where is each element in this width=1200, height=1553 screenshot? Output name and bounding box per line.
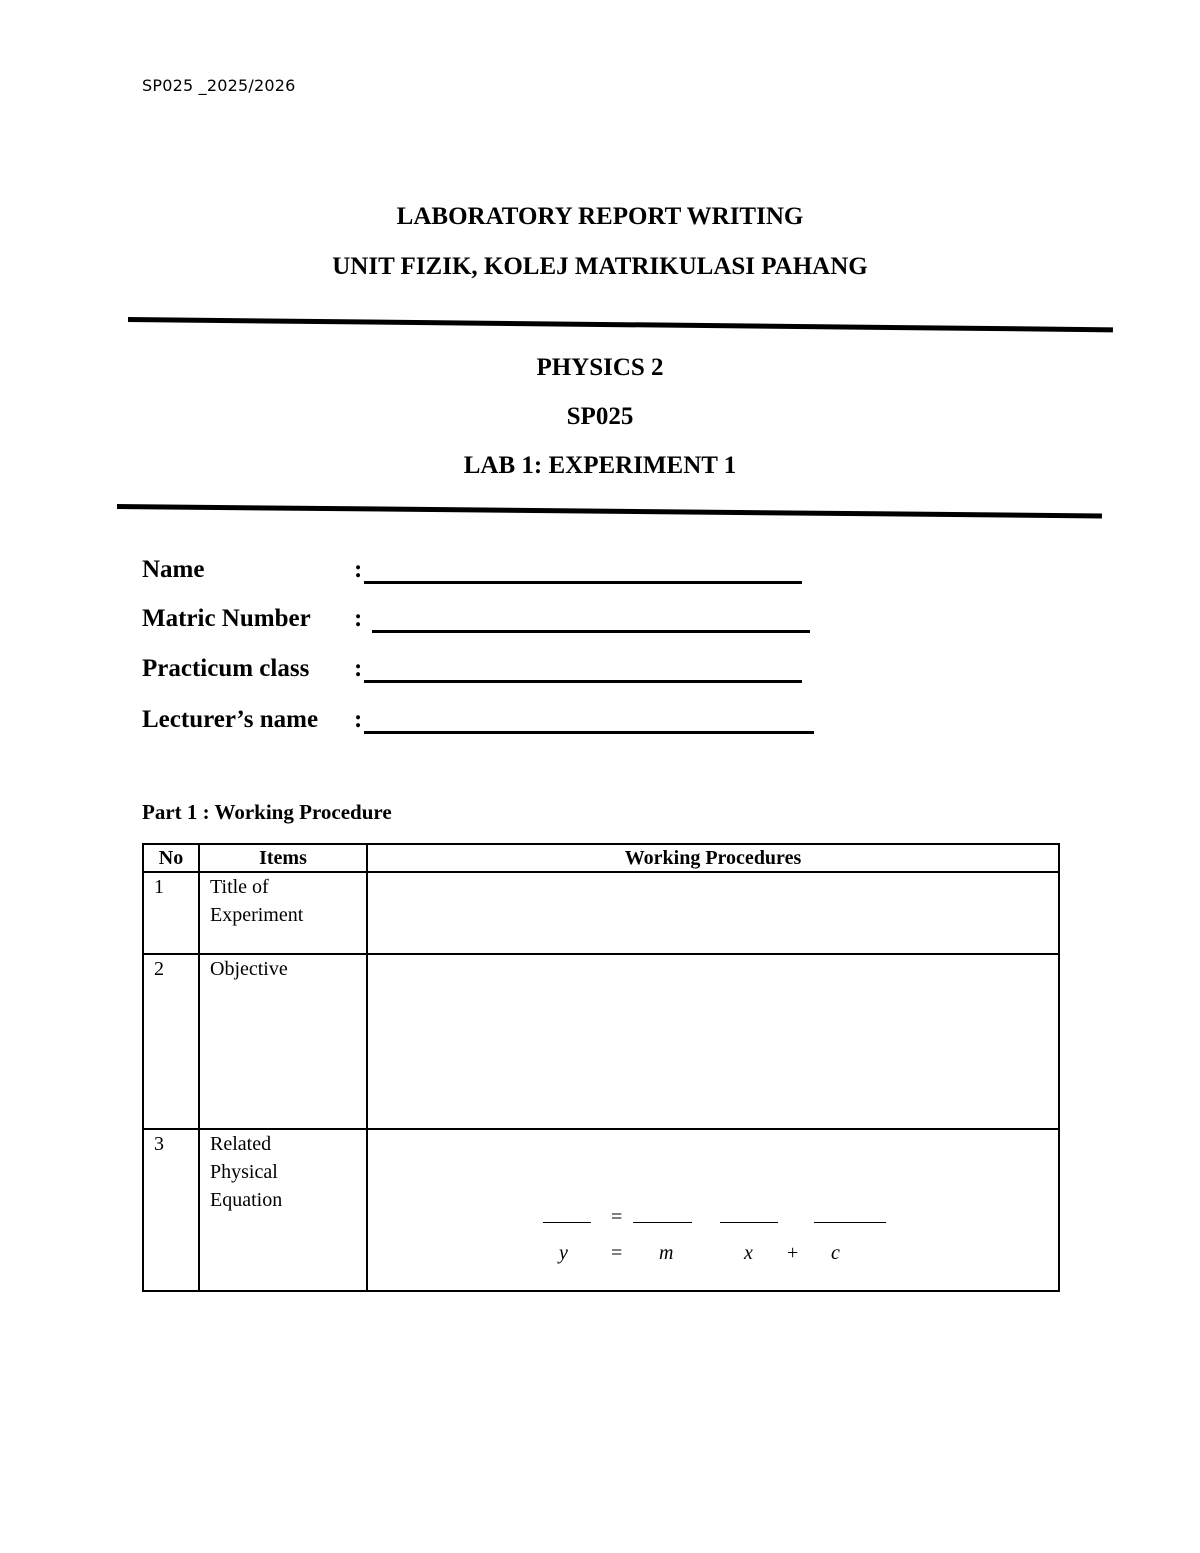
name-field [142,550,802,584]
lecturer-name-colon: : [354,706,363,733]
row-item [199,872,367,954]
equals-sign-upper: = [611,1206,623,1228]
table-header-row [143,844,1059,872]
subject-title: PHYSICS 2 [536,354,664,381]
row-item [199,1129,367,1291]
table-row [143,872,1059,954]
row-number: 2 [143,954,199,1129]
course-code: SP025 [566,403,634,430]
row-item-label: Objective [210,958,288,980]
part1-title: Part 1 : Working Procedure [142,800,392,824]
unit-title: UNIT FIZIK, KOLEJ MATRIKULASI PAHANG [332,253,868,280]
practicum-class-label: Practicum class [142,655,310,682]
report-title: LABORATORY REPORT WRITING [396,203,804,230]
working-procedure-table [142,843,1060,1292]
name-line[interactable] [364,561,802,584]
objective-cell[interactable] [367,954,1059,1129]
equation-plus: + [787,1242,799,1264]
matric-number-line[interactable] [372,610,810,633]
y-blank[interactable] [543,1222,591,1223]
lab-title: LAB 1: EXPERIMENT 1 [463,452,737,479]
row-number: 3 [143,1129,199,1291]
header-items: Items [199,844,367,872]
lecturer-name-line[interactable] [364,711,814,734]
equation-c: c [831,1242,840,1264]
matric-number-field [142,599,810,633]
lecturer-name-label: Lecturer’s name [142,706,319,733]
header-working-procedures: Working Procedures [367,844,1059,872]
equation-x: x [744,1242,753,1264]
equation-y: y [559,1242,568,1264]
practicum-class-line[interactable] [364,660,802,683]
lecturer-name-field [142,700,814,734]
row-item [199,954,367,1129]
m-blank[interactable] [633,1222,692,1223]
practicum-class-colon: : [354,655,363,682]
equation-area [368,1130,1058,1290]
matric-number-label: Matric Number [142,605,311,632]
equals-sign-lower: = [611,1242,623,1264]
header-no: No [143,844,199,872]
row-item-label: Title of Experiment [210,876,304,926]
document-code: SP025 _2025/2026 [142,76,296,95]
matric-number-colon: : [354,605,363,632]
title-of-experiment-cell[interactable] [367,872,1059,954]
practicum-class-field [142,649,802,683]
c-blank[interactable] [814,1222,886,1223]
bottom-divider [117,504,1102,518]
top-divider [128,317,1113,332]
name-label: Name [142,556,205,583]
equation-m: m [659,1242,674,1264]
x-blank[interactable] [720,1222,778,1223]
table-row [143,1129,1059,1291]
related-equation-cell[interactable] [367,1129,1059,1291]
name-colon: : [354,556,363,583]
row-number: 1 [143,872,199,954]
row-item-label: Related Physical Equation [210,1133,283,1211]
table-row [143,954,1059,1129]
